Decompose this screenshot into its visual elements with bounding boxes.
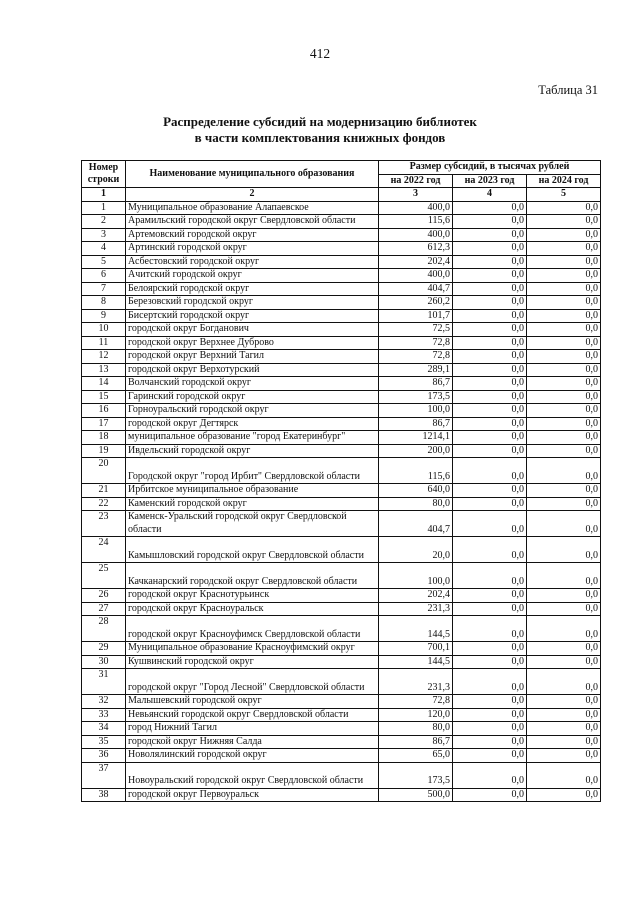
row-number-cell: 15 bbox=[82, 390, 126, 404]
municipality-name-cell: Артемовский городской округ bbox=[126, 228, 379, 242]
table-label: Таблица 31 bbox=[538, 83, 598, 97]
amount-2023-cell: 0,0 bbox=[453, 602, 527, 616]
amount-2024-cell: 0,0 bbox=[527, 511, 601, 537]
amount-2024-cell: 0,0 bbox=[527, 669, 601, 695]
row-number-cell: 5 bbox=[82, 255, 126, 269]
amount-2023-cell: 0,0 bbox=[453, 269, 527, 283]
municipality-name-cell: городской округ Верхний Тагил bbox=[126, 350, 379, 364]
amount-2024-cell: 0,0 bbox=[527, 431, 601, 445]
row-number-cell: 23 bbox=[82, 511, 126, 537]
amount-2023-cell: 0,0 bbox=[453, 708, 527, 722]
municipality-name-cell: Муниципальное образование Красноуфимский округ bbox=[126, 642, 379, 656]
amount-2024-cell: 0,0 bbox=[527, 497, 601, 511]
amount-2022-cell: 200,0 bbox=[379, 444, 453, 458]
amount-2022-cell: 1214,1 bbox=[379, 431, 453, 445]
municipality-name-cell: Кушвинский городской округ bbox=[126, 655, 379, 669]
table-row bbox=[82, 404, 601, 418]
table-row bbox=[82, 497, 601, 511]
table-row bbox=[82, 228, 601, 242]
table-row bbox=[82, 669, 601, 695]
amount-2023-cell: 0,0 bbox=[453, 323, 527, 337]
municipality-name-cell: Волчанский городской округ bbox=[126, 377, 379, 391]
header-year-2022: на 2022 год bbox=[379, 174, 453, 188]
amount-2023-cell: 0,0 bbox=[453, 749, 527, 763]
table-row bbox=[82, 417, 601, 431]
amount-2024-cell: 0,0 bbox=[527, 749, 601, 763]
amount-2024-cell: 0,0 bbox=[527, 602, 601, 616]
row-number-cell: 18 bbox=[82, 431, 126, 445]
amount-2022-cell: 115,6 bbox=[379, 458, 453, 484]
amount-2022-cell: 80,0 bbox=[379, 722, 453, 736]
row-number-cell: 1 bbox=[82, 201, 126, 215]
row-number-cell: 10 bbox=[82, 323, 126, 337]
amount-2023-cell: 0,0 bbox=[453, 511, 527, 537]
municipality-name-cell: Ачитский городской округ bbox=[126, 269, 379, 283]
amount-2024-cell: 0,0 bbox=[527, 708, 601, 722]
amount-2022-cell: 289,1 bbox=[379, 363, 453, 377]
municipality-name-cell: городской округ Богданович bbox=[126, 323, 379, 337]
header-row-number: Номер строки bbox=[82, 161, 126, 188]
amount-2022-cell: 72,5 bbox=[379, 323, 453, 337]
table-row bbox=[82, 642, 601, 656]
amount-2022-cell: 101,7 bbox=[379, 309, 453, 323]
amount-2024-cell: 0,0 bbox=[527, 695, 601, 709]
municipality-name-cell: Гаринский городской округ bbox=[126, 390, 379, 404]
amount-2023-cell: 0,0 bbox=[453, 431, 527, 445]
amount-2023-cell: 0,0 bbox=[453, 255, 527, 269]
amount-2022-cell: 86,7 bbox=[379, 735, 453, 749]
amount-2022-cell: 202,4 bbox=[379, 589, 453, 603]
municipality-name-cell: муниципальное образование "город Екатеринбург" bbox=[126, 431, 379, 445]
municipality-name-cell: городской округ Краснотурьинск bbox=[126, 589, 379, 603]
amount-2022-cell: 20,0 bbox=[379, 537, 453, 563]
title-line-2: в части комплектования книжных фондов bbox=[194, 130, 446, 145]
amount-2022-cell: 144,5 bbox=[379, 616, 453, 642]
amount-2022-cell: 260,2 bbox=[379, 296, 453, 310]
municipality-name-cell: городской округ Верхнее Дуброво bbox=[126, 336, 379, 350]
row-number-cell: 24 bbox=[82, 537, 126, 563]
row-number-cell: 2 bbox=[82, 215, 126, 229]
amount-2023-cell: 0,0 bbox=[453, 735, 527, 749]
amount-2024-cell: 0,0 bbox=[527, 417, 601, 431]
table-row bbox=[82, 511, 601, 537]
amount-2022-cell: 231,3 bbox=[379, 602, 453, 616]
amount-2022-cell: 231,3 bbox=[379, 669, 453, 695]
row-number-cell: 33 bbox=[82, 708, 126, 722]
amount-2022-cell: 640,0 bbox=[379, 484, 453, 498]
municipality-name-cell: Малышевский городской округ bbox=[126, 695, 379, 709]
row-number-cell: 3 bbox=[82, 228, 126, 242]
amount-2024-cell: 0,0 bbox=[527, 458, 601, 484]
table-row bbox=[82, 537, 601, 563]
header-amount: Размер субсидий, в тысячах рублей bbox=[379, 161, 601, 175]
table-row bbox=[82, 336, 601, 350]
amount-2023-cell: 0,0 bbox=[453, 296, 527, 310]
amount-2023-cell: 0,0 bbox=[453, 655, 527, 669]
amount-2022-cell: 72,8 bbox=[379, 695, 453, 709]
row-number-cell: 17 bbox=[82, 417, 126, 431]
amount-2022-cell: 700,1 bbox=[379, 642, 453, 656]
amount-2023-cell: 0,0 bbox=[453, 788, 527, 802]
amount-2022-cell: 100,0 bbox=[379, 563, 453, 589]
row-number-cell: 25 bbox=[82, 563, 126, 589]
row-number-cell: 14 bbox=[82, 377, 126, 391]
amount-2024-cell: 0,0 bbox=[527, 269, 601, 283]
amount-2023-cell: 0,0 bbox=[453, 390, 527, 404]
amount-2023-cell: 0,0 bbox=[453, 497, 527, 511]
amount-2024-cell: 0,0 bbox=[527, 309, 601, 323]
amount-2024-cell: 0,0 bbox=[527, 735, 601, 749]
municipality-name-cell: городской округ Первоуральск bbox=[126, 788, 379, 802]
amount-2023-cell: 0,0 bbox=[453, 669, 527, 695]
amount-2023-cell: 0,0 bbox=[453, 762, 527, 788]
table-row bbox=[82, 390, 601, 404]
municipality-name-cell: городской округ Нижняя Салда bbox=[126, 735, 379, 749]
amount-2024-cell: 0,0 bbox=[527, 444, 601, 458]
municipality-name-cell: городской округ Красноуральск bbox=[126, 602, 379, 616]
municipality-name-cell: Каменск-Уральский городской округ Свердловской области bbox=[126, 511, 379, 537]
municipality-name-cell: город Нижний Тагил bbox=[126, 722, 379, 736]
amount-2022-cell: 404,7 bbox=[379, 511, 453, 537]
amount-2023-cell: 0,0 bbox=[453, 695, 527, 709]
table-row bbox=[82, 309, 601, 323]
amount-2022-cell: 100,0 bbox=[379, 404, 453, 418]
amount-2024-cell: 0,0 bbox=[527, 201, 601, 215]
amount-2024-cell: 0,0 bbox=[527, 255, 601, 269]
amount-2023-cell: 0,0 bbox=[453, 563, 527, 589]
amount-2022-cell: 72,8 bbox=[379, 336, 453, 350]
amount-2022-cell: 86,7 bbox=[379, 377, 453, 391]
amount-2024-cell: 0,0 bbox=[527, 616, 601, 642]
row-number-cell: 11 bbox=[82, 336, 126, 350]
amount-2024-cell: 0,0 bbox=[527, 336, 601, 350]
table-row bbox=[82, 350, 601, 364]
page-title bbox=[0, 114, 640, 146]
amount-2024-cell: 0,0 bbox=[527, 296, 601, 310]
amount-2022-cell: 202,4 bbox=[379, 255, 453, 269]
table-row bbox=[82, 242, 601, 256]
row-number-cell: 34 bbox=[82, 722, 126, 736]
amount-2024-cell: 0,0 bbox=[527, 537, 601, 563]
amount-2022-cell: 65,0 bbox=[379, 749, 453, 763]
municipality-name-cell: Камышловский городской округ Свердловской области bbox=[126, 537, 379, 563]
column-index: 4 bbox=[453, 188, 527, 202]
row-number-cell: 26 bbox=[82, 589, 126, 603]
row-number-cell: 12 bbox=[82, 350, 126, 364]
amount-2023-cell: 0,0 bbox=[453, 444, 527, 458]
municipality-name-cell: Артинский городской округ bbox=[126, 242, 379, 256]
column-index: 2 bbox=[126, 188, 379, 202]
row-number-cell: 8 bbox=[82, 296, 126, 310]
table-row bbox=[82, 444, 601, 458]
amount-2023-cell: 0,0 bbox=[453, 484, 527, 498]
table-row bbox=[82, 708, 601, 722]
amount-2022-cell: 400,0 bbox=[379, 228, 453, 242]
table-body bbox=[82, 201, 601, 802]
column-index: 1 bbox=[82, 188, 126, 202]
header-year-2024: на 2024 год bbox=[527, 174, 601, 188]
amount-2023-cell: 0,0 bbox=[453, 350, 527, 364]
amount-2022-cell: 86,7 bbox=[379, 417, 453, 431]
amount-2022-cell: 404,7 bbox=[379, 282, 453, 296]
municipality-name-cell: Арамильский городской округ Свердловской области bbox=[126, 215, 379, 229]
row-number-cell: 4 bbox=[82, 242, 126, 256]
row-number-cell: 9 bbox=[82, 309, 126, 323]
amount-2023-cell: 0,0 bbox=[453, 589, 527, 603]
amount-2023-cell: 0,0 bbox=[453, 642, 527, 656]
row-number-cell: 30 bbox=[82, 655, 126, 669]
municipality-name-cell: городской округ Дегтярск bbox=[126, 417, 379, 431]
row-number-cell: 37 bbox=[82, 762, 126, 788]
table-row bbox=[82, 695, 601, 709]
title-line-1: Распределение субсидий на модернизацию библиотек bbox=[163, 114, 477, 129]
table-row bbox=[82, 431, 601, 445]
amount-2023-cell: 0,0 bbox=[453, 201, 527, 215]
amount-2022-cell: 612,3 bbox=[379, 242, 453, 256]
amount-2022-cell: 173,5 bbox=[379, 390, 453, 404]
row-number-cell: 22 bbox=[82, 497, 126, 511]
municipality-name-cell: Белоярский городской округ bbox=[126, 282, 379, 296]
amount-2022-cell: 400,0 bbox=[379, 269, 453, 283]
amount-2023-cell: 0,0 bbox=[453, 722, 527, 736]
row-number-cell: 28 bbox=[82, 616, 126, 642]
table-row bbox=[82, 458, 601, 484]
table-row bbox=[82, 255, 601, 269]
municipality-name-cell: Бисертский городской округ bbox=[126, 309, 379, 323]
amount-2024-cell: 0,0 bbox=[527, 323, 601, 337]
municipality-name-cell: городской округ "Город Лесной" Свердловской области bbox=[126, 669, 379, 695]
table-row bbox=[82, 282, 601, 296]
municipality-name-cell: Каменский городской округ bbox=[126, 497, 379, 511]
amount-2022-cell: 80,0 bbox=[379, 497, 453, 511]
row-number-cell: 16 bbox=[82, 404, 126, 418]
amount-2024-cell: 0,0 bbox=[527, 242, 601, 256]
table-row bbox=[82, 363, 601, 377]
row-number-cell: 6 bbox=[82, 269, 126, 283]
amount-2024-cell: 0,0 bbox=[527, 722, 601, 736]
municipality-name-cell: городской округ Верхотурский bbox=[126, 363, 379, 377]
municipality-name-cell: Березовский городской округ bbox=[126, 296, 379, 310]
municipality-name-cell: Городской округ "город Ирбит" Свердловской области bbox=[126, 458, 379, 484]
row-number-cell: 13 bbox=[82, 363, 126, 377]
table-row bbox=[82, 589, 601, 603]
amount-2023-cell: 0,0 bbox=[453, 336, 527, 350]
amount-2023-cell: 0,0 bbox=[453, 282, 527, 296]
amount-2024-cell: 0,0 bbox=[527, 642, 601, 656]
header-year-2023: на 2023 год bbox=[453, 174, 527, 188]
row-number-cell: 20 bbox=[82, 458, 126, 484]
table-row bbox=[82, 201, 601, 215]
row-number-cell: 32 bbox=[82, 695, 126, 709]
column-index: 5 bbox=[527, 188, 601, 202]
row-number-cell: 35 bbox=[82, 735, 126, 749]
table-row bbox=[82, 788, 601, 802]
subsidy-table bbox=[81, 160, 601, 802]
municipality-name-cell: Горноуральский городской округ bbox=[126, 404, 379, 418]
amount-2023-cell: 0,0 bbox=[453, 404, 527, 418]
row-number-cell: 27 bbox=[82, 602, 126, 616]
row-number-cell: 38 bbox=[82, 788, 126, 802]
amount-2022-cell: 173,5 bbox=[379, 762, 453, 788]
amount-2024-cell: 0,0 bbox=[527, 655, 601, 669]
amount-2023-cell: 0,0 bbox=[453, 363, 527, 377]
municipality-name-cell: Асбестовский городской округ bbox=[126, 255, 379, 269]
amount-2024-cell: 0,0 bbox=[527, 363, 601, 377]
table-row bbox=[82, 323, 601, 337]
table-row bbox=[82, 616, 601, 642]
amount-2023-cell: 0,0 bbox=[453, 228, 527, 242]
amount-2022-cell: 144,5 bbox=[379, 655, 453, 669]
table-row bbox=[82, 563, 601, 589]
table-row bbox=[82, 484, 601, 498]
municipality-name-cell: городской округ Красноуфимск Свердловской области bbox=[126, 616, 379, 642]
table-row bbox=[82, 655, 601, 669]
amount-2024-cell: 0,0 bbox=[527, 404, 601, 418]
amount-2023-cell: 0,0 bbox=[453, 417, 527, 431]
table-row bbox=[82, 602, 601, 616]
amount-2023-cell: 0,0 bbox=[453, 537, 527, 563]
amount-2024-cell: 0,0 bbox=[527, 484, 601, 498]
row-number-cell: 36 bbox=[82, 749, 126, 763]
amount-2024-cell: 0,0 bbox=[527, 228, 601, 242]
table-row bbox=[82, 269, 601, 283]
amount-2022-cell: 115,6 bbox=[379, 215, 453, 229]
table-row bbox=[82, 722, 601, 736]
amount-2023-cell: 0,0 bbox=[453, 377, 527, 391]
municipality-name-cell: Невьянский городской округ Свердловской области bbox=[126, 708, 379, 722]
table-row bbox=[82, 377, 601, 391]
row-number-cell: 21 bbox=[82, 484, 126, 498]
amount-2024-cell: 0,0 bbox=[527, 589, 601, 603]
municipality-name-cell: Муниципальное образование Алапаевское bbox=[126, 201, 379, 215]
municipality-name-cell: Ивдельский городской округ bbox=[126, 444, 379, 458]
amount-2023-cell: 0,0 bbox=[453, 458, 527, 484]
amount-2023-cell: 0,0 bbox=[453, 616, 527, 642]
table-row bbox=[82, 735, 601, 749]
table-row bbox=[82, 749, 601, 763]
amount-2024-cell: 0,0 bbox=[527, 563, 601, 589]
amount-2022-cell: 500,0 bbox=[379, 788, 453, 802]
municipality-name-cell: Качканарский городской округ Свердловской области bbox=[126, 563, 379, 589]
amount-2024-cell: 0,0 bbox=[527, 350, 601, 364]
amount-2024-cell: 0,0 bbox=[527, 762, 601, 788]
amount-2023-cell: 0,0 bbox=[453, 242, 527, 256]
row-number-cell: 31 bbox=[82, 669, 126, 695]
amount-2024-cell: 0,0 bbox=[527, 390, 601, 404]
page-number: 412 bbox=[309, 46, 331, 61]
amount-2024-cell: 0,0 bbox=[527, 788, 601, 802]
header-name: Наименование муниципального образования bbox=[126, 161, 379, 188]
municipality-name-cell: Ирбитское муниципальное образование bbox=[126, 484, 379, 498]
amount-2022-cell: 400,0 bbox=[379, 201, 453, 215]
column-index: 3 bbox=[379, 188, 453, 202]
row-number-cell: 7 bbox=[82, 282, 126, 296]
municipality-name-cell: Новоуральский городской округ Свердловской области bbox=[126, 762, 379, 788]
amount-2022-cell: 120,0 bbox=[379, 708, 453, 722]
table-row bbox=[82, 215, 601, 229]
amount-2022-cell: 72,8 bbox=[379, 350, 453, 364]
row-number-cell: 19 bbox=[82, 444, 126, 458]
amount-2024-cell: 0,0 bbox=[527, 282, 601, 296]
amount-2024-cell: 0,0 bbox=[527, 215, 601, 229]
table-row bbox=[82, 296, 601, 310]
row-number-cell: 29 bbox=[82, 642, 126, 656]
amount-2023-cell: 0,0 bbox=[453, 309, 527, 323]
amount-2024-cell: 0,0 bbox=[527, 377, 601, 391]
table-row bbox=[82, 762, 601, 788]
municipality-name-cell: Новолялинский городской округ bbox=[126, 749, 379, 763]
amount-2023-cell: 0,0 bbox=[453, 215, 527, 229]
